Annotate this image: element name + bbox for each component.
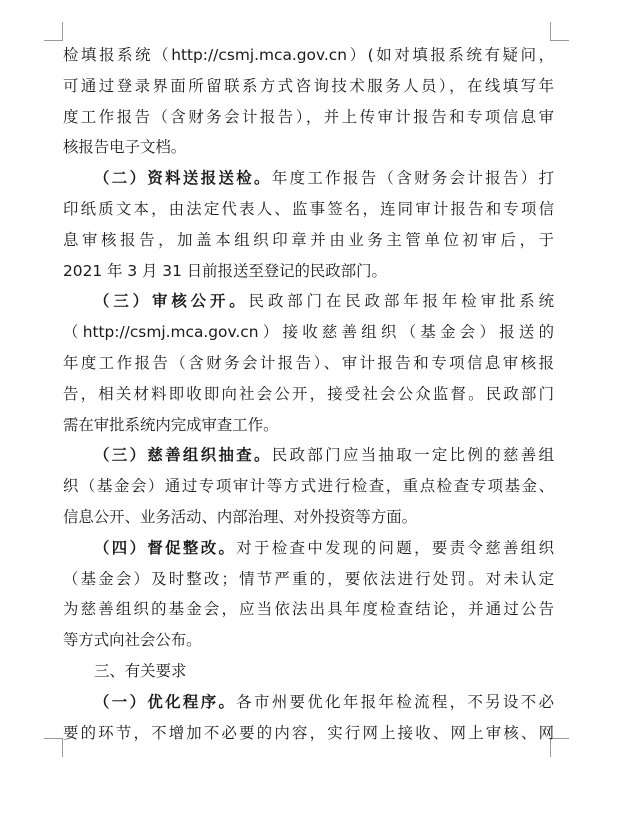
- section-heading-text: （二）资料送报送检。: [94, 169, 272, 188]
- body-text: 需在审批系统内完成审查工作。: [63, 415, 279, 434]
- body-text: 检填报系统（http://csmj.mca.gov.cn）(如对填报系统有疑问，: [63, 46, 554, 64]
- body-text: 告，相关材料即收即向社会公开，接受社会公众监督。民政部门: [63, 384, 554, 403]
- body-text: 核报告电子文档。: [63, 138, 187, 157]
- body-text: （基金会）及时整改；情节严重的，要依法进行处罚。对未认定: [63, 569, 554, 588]
- body-text: 对于检查中发现的问题，要责令慈善组织: [236, 538, 554, 557]
- body-text: 各市州要优化年报年检流程，不另设不必: [236, 692, 554, 711]
- text-line: [63, 40, 554, 71]
- text-line: [63, 317, 554, 348]
- body-text: 印纸质文本，由法定代表人、监事签名，连同审计报告和专项信: [63, 199, 554, 218]
- body-text: 可通过登录界面所留联系方式咨询技术服务人员），在线填写年: [63, 76, 554, 95]
- body-text: 民政部门应当抽取一定比例的慈善组: [271, 446, 554, 465]
- crop-mark-bottom-left: [44, 738, 63, 757]
- body-text: 信息公开、业务活动、内部治理、对外投资等方面。: [63, 507, 417, 526]
- text-line: [63, 163, 554, 194]
- text-line: [63, 256, 554, 287]
- section-heading-text: （四）督促整改。: [94, 538, 237, 557]
- text-line: [63, 348, 554, 379]
- section-heading-text: （一）优化程序。: [94, 692, 237, 711]
- section-heading-text: （三）慈善组织抽查。: [94, 446, 272, 465]
- crop-mark-top-left: [44, 22, 63, 41]
- body-text: 要的环节，不增加不必要的内容，实行网上接收、网上审核、网: [63, 723, 554, 742]
- text-line: [63, 594, 554, 625]
- text-line: [63, 132, 554, 163]
- text-line: [63, 102, 554, 133]
- text-line: [63, 379, 554, 410]
- body-text: 三、有关要求: [94, 661, 187, 680]
- text-line: [63, 225, 554, 256]
- text-line: [63, 286, 554, 317]
- text-line: [63, 687, 554, 718]
- text-line: [63, 564, 554, 595]
- body-text: 度工作报告（含财务会计报告），并上传审计报告和专项信息审: [63, 107, 554, 126]
- text-line: [63, 71, 554, 102]
- text-line: [63, 656, 554, 687]
- text-line: [63, 194, 554, 225]
- text-line: [63, 471, 554, 502]
- text-line: [63, 410, 554, 441]
- body-text: （http://csmj.mca.gov.cn）接收慈善组织（基金会）报送的: [63, 323, 554, 342]
- body-text: 织（基金会）通过专项审计等方式进行检查，重点检查专项基金、: [63, 477, 554, 496]
- document-body: [63, 40, 554, 748]
- text-line: [63, 502, 554, 533]
- section-heading-text: （三）审核公开。: [94, 292, 249, 311]
- body-text: 2021 年 3 月 31 日前报送至登记的民政部门。: [63, 261, 387, 280]
- body-text: 为慈善组织的基金会，应当依法出具年度检查结论，并通过公告: [63, 600, 554, 619]
- text-line: [63, 533, 554, 564]
- body-text: 年度工作报告（含财务会计报告）、审计报告和专项信息审核报: [63, 353, 554, 372]
- text-line: [63, 625, 554, 656]
- body-text: 年度工作报告（含财务会计报告）打: [271, 169, 554, 188]
- text-line: [63, 440, 554, 471]
- body-text: 息审核报告，加盖本组织印章并由业务主管单位初审后，于: [63, 230, 554, 249]
- crop-mark-top-right: [550, 22, 569, 41]
- body-text: 等方式向社会公布。: [63, 631, 202, 650]
- body-text: 民政部门在民政部年报年检审批系统: [248, 292, 554, 311]
- text-line: [63, 718, 554, 749]
